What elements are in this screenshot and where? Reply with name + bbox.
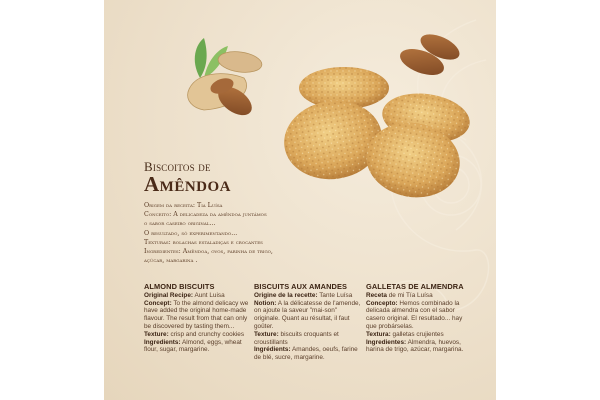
spanish-origin: Receta de mi Tía Luísa <box>366 291 433 299</box>
french-texture: Texture: biscuits croquants et croustillants <box>254 330 339 346</box>
spanish-ingredients: Ingredientes: Almendra, huevos, harina de trigo, azúcar, margarina. <box>366 338 464 354</box>
french-concept: Notion: A la délicatesse de l'amende, on ajoute la saveur "mai-son" originale. Quant au résultat, il faut goûter. <box>254 299 361 330</box>
english-texture: Texture: crisp and crunchy cookies <box>144 330 245 338</box>
pt-line: o sabor caseiro original... <box>144 220 216 228</box>
french-column <box>254 283 362 362</box>
product-panel <box>104 0 496 400</box>
biscuits-image <box>279 67 473 205</box>
english-origin: Original Recipe: Aunt Luisa <box>144 291 225 299</box>
spanish-concept: Concepto: Hemos combinado la delicada almendra con el sabor casero original. El resultado... hay que probárselas. <box>366 299 463 330</box>
french-origin: Origine de la recette: Tante Luísa <box>254 291 353 299</box>
french-heading: BISCUITS AUX AMANDES <box>254 282 348 291</box>
product-title-line1: Biscoitos de <box>144 159 211 174</box>
pt-line: açúcar, margarina . <box>144 257 198 265</box>
french-ingredients: Ingrédients: Amandes, oeufs, farine de blé, sucre, margarine. <box>254 346 358 362</box>
product-title-line2: Amêndoa <box>144 172 231 196</box>
english-concept: Concept: To the almond delicacy we have added the original home-made flavour. The result from that can only be discovered by tasting them... <box>144 299 249 330</box>
english-column <box>144 283 252 354</box>
pt-line: Texturas: bolachas estaladiças e crocantes <box>144 238 263 246</box>
spanish-texture: Textura: galletas crujientes <box>366 330 444 338</box>
spanish-heading: GALLETAS DE ALMENDRA <box>366 282 464 291</box>
pt-line: Conceito: A delicadeza da amêndoa juntámos <box>144 211 267 219</box>
pt-line: Origem da receita: Tia Luísa <box>144 202 223 209</box>
pt-line: Ingredientes: Amêndoa, ovos, farinha de trigo, <box>144 248 273 256</box>
pt-line: O resultado, só experimentando... <box>144 229 238 237</box>
english-heading: ALMOND BISCUITS <box>144 282 215 291</box>
portuguese-description <box>144 201 334 265</box>
spanish-column <box>366 283 474 354</box>
almonds-icon <box>397 29 464 80</box>
english-ingredients: Ingredients: Almond, eggs, wheat flour, sugar, margarine. <box>144 338 242 354</box>
